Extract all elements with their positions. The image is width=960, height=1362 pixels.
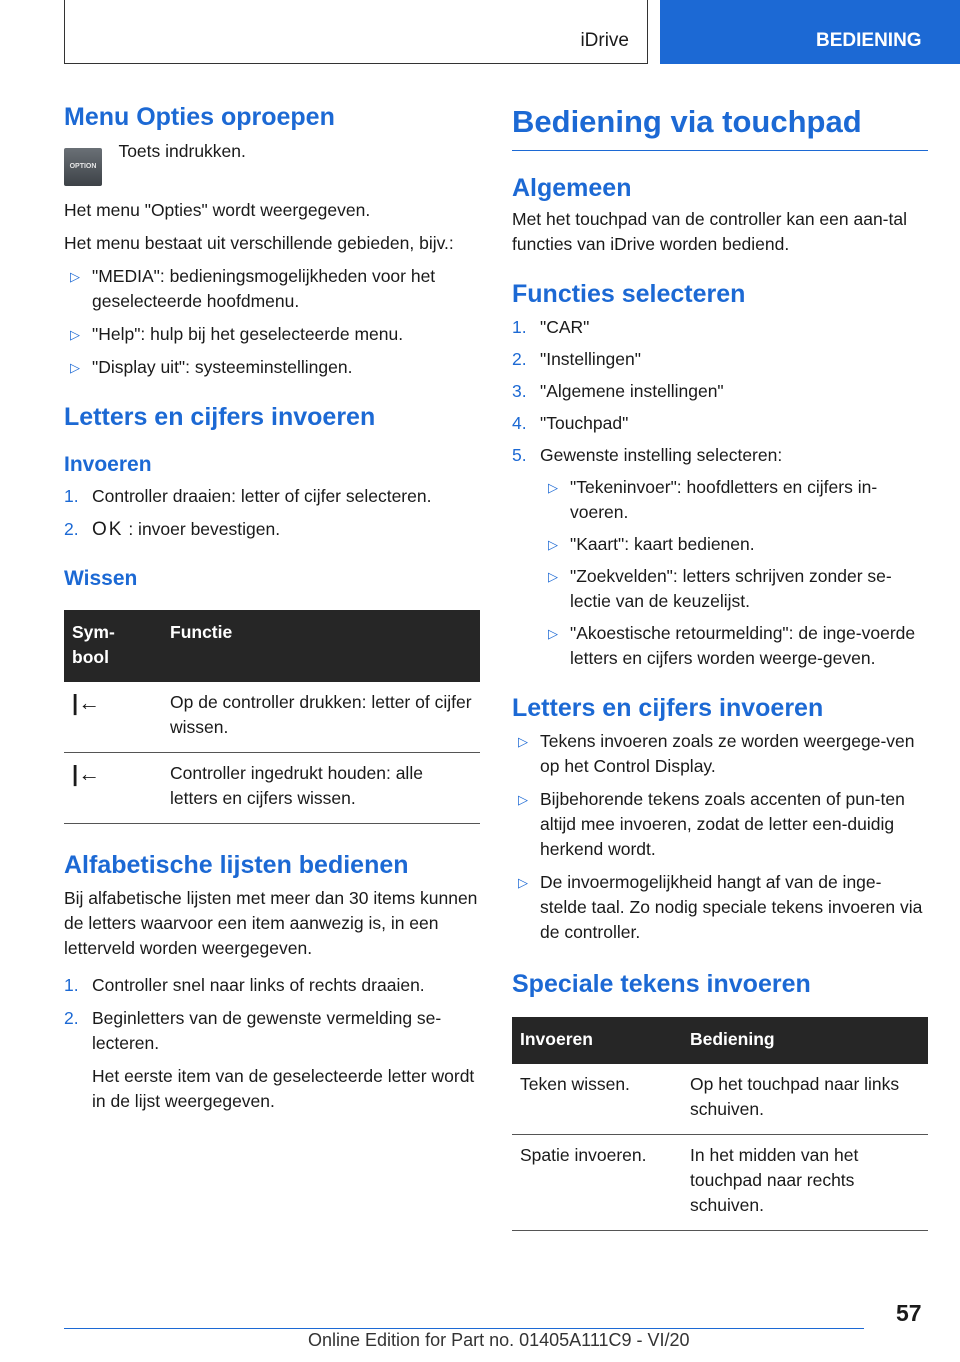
bullet-triangle-icon: ▷ bbox=[70, 360, 80, 375]
speciale-heading: Speciale tekens invoeren bbox=[512, 970, 811, 998]
list-item: 1. Controller snel naar links of rechts draaien. bbox=[64, 975, 425, 995]
table-row: |← Controller ingedrukt houden: alle letters en cijfers wissen. bbox=[64, 753, 480, 824]
bullet-triangle-icon: ▷ bbox=[548, 480, 558, 495]
touchpad-title: Bediening via touchpad bbox=[512, 100, 928, 151]
header-tab-label: BEDIENING bbox=[816, 30, 922, 51]
header-section: iDrive bbox=[580, 30, 629, 51]
bullet-triangle-icon: ▷ bbox=[548, 626, 558, 641]
menu-opties-heading: Menu Opties oproepen bbox=[64, 103, 335, 131]
list-item: ▷ "Tekeninvoer": hoofdletters en cijfers in-voeren. bbox=[548, 477, 878, 522]
list-item: 3. "Algemene instellingen" bbox=[512, 381, 724, 401]
list-item: 5. Gewenste instelling selecteren: bbox=[512, 445, 783, 465]
option-row bbox=[64, 141, 480, 190]
right-column bbox=[512, 100, 928, 1231]
paragraph: Het menu bestaat uit verschillende gebieden, bijv.: bbox=[64, 233, 454, 253]
option-button-icon: OPTION bbox=[64, 148, 102, 186]
list-item: 2. "Instellingen" bbox=[512, 349, 641, 369]
invoeren-heading: Invoeren bbox=[64, 453, 152, 476]
left-column bbox=[64, 100, 480, 1114]
bullet-triangle-icon: ▷ bbox=[548, 569, 558, 584]
list-item: 2. Beginletters van de gewenste vermelding se-lecteren. bbox=[64, 1008, 442, 1053]
list-item: 4. "Touchpad" bbox=[512, 413, 629, 433]
bullet-triangle-icon: ▷ bbox=[518, 875, 528, 890]
list-item: ▷ Tekens invoeren zoals ze worden weergege-ven op het Control Display. bbox=[518, 731, 915, 776]
header-tab bbox=[660, 0, 960, 64]
list-item: ▷ "Zoekvelden": letters schrijven zonder se-lectie van de keuzelijst. bbox=[548, 566, 892, 611]
list-item: ▷ "Help": hulp bij het geselecteerde menu. bbox=[64, 322, 480, 347]
list-item: ▷ De invoermogelijkheid hangt af van de inge-stelde taal. Zo nodig speciale tekens invoeren via de controller. bbox=[518, 872, 923, 942]
paragraph: Het menu "Opties" wordt weergegeven. bbox=[64, 200, 371, 220]
bullet-triangle-icon: ▷ bbox=[70, 327, 80, 342]
table-header: Sym- bool bbox=[64, 610, 162, 682]
speciale-table bbox=[512, 1017, 928, 1231]
wissen-table bbox=[64, 610, 480, 824]
backspace-icon: |← bbox=[64, 682, 162, 753]
wissen-heading: Wissen bbox=[64, 567, 138, 590]
option-text: Toets indrukken. bbox=[118, 141, 246, 161]
algemeen-heading: Algemeen bbox=[512, 174, 632, 202]
table-row: |← Op de controller drukken: letter of cijfer wissen. bbox=[64, 682, 480, 753]
list-item: ▷ "MEDIA": bedieningsmogelijkheden voor het geselecteerde hoofdmenu. bbox=[70, 266, 436, 311]
list-item: ▷ "Akoestische retourmelding": de inge-voerde letters en cijfers worden weerge-geven. bbox=[548, 623, 916, 668]
footer-edition: Online Edition for Part no. 01405A111C9 - VI/20 bbox=[308, 1330, 690, 1350]
list-item: ▷ "Kaart": kaart bedienen. bbox=[512, 532, 928, 557]
functies-heading: Functies selecteren bbox=[512, 280, 746, 308]
alfa-heading: Alfabetische lijsten bedienen bbox=[64, 851, 409, 879]
letters-heading-right: Letters en cijfers invoeren bbox=[512, 694, 824, 722]
header-frame bbox=[64, 0, 648, 64]
paragraph: Bij alfabetische lijsten met meer dan 30 items kunnen de letters waarvoor een item aanwezig is, in een letterveld worden weergegeven. bbox=[64, 888, 478, 958]
bullet-triangle-icon: ▷ bbox=[518, 734, 528, 749]
bullet-triangle-icon: ▷ bbox=[548, 537, 558, 552]
footer-divider bbox=[64, 1328, 864, 1329]
paragraph: Het eerste item van de geselecteerde letter wordt in de lijst weergegeven. bbox=[92, 1066, 475, 1111]
page-number: 57 bbox=[896, 1300, 922, 1326]
paragraph: Met het touchpad van de controller kan een aan-tal functies van iDrive worden bediend. bbox=[512, 209, 907, 254]
ok-icon: OK bbox=[92, 519, 124, 540]
letters-heading: Letters en cijfers invoeren bbox=[64, 403, 376, 431]
bullet-triangle-icon: ▷ bbox=[518, 792, 528, 807]
table-header: Invoeren bbox=[512, 1017, 682, 1064]
table-row: Teken wissen. Op het touchpad naar links schuiven. bbox=[512, 1064, 928, 1135]
list-item: ▷ Bijbehorende tekens zoals accenten of pun-ten altijd mee invoeren, zodat de letter een-duidig herkend wordt. bbox=[518, 789, 905, 859]
table-header: Bediening bbox=[682, 1017, 928, 1064]
list-item: 1. "CAR" bbox=[512, 317, 590, 337]
table-row: Spatie invoeren. In het midden van het touchpad naar rechts schuiven. bbox=[512, 1135, 928, 1231]
list-item: 1. Controller draaien: letter of cijfer selecteren. bbox=[64, 486, 432, 506]
bullet-triangle-icon: ▷ bbox=[70, 269, 80, 284]
list-item: 2. OK : invoer bevestigen. bbox=[64, 519, 281, 540]
table-header: Functie bbox=[162, 610, 480, 682]
list-item: ▷ "Display uit": systeeminstellingen. bbox=[64, 355, 480, 380]
backspace-icon: |← bbox=[64, 753, 162, 824]
